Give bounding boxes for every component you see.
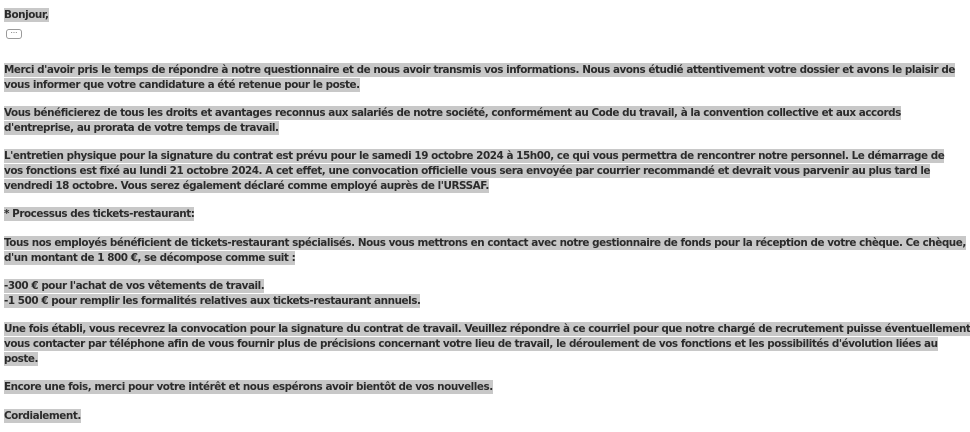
paragraph-2-line-2: d'entreprise, au prorata de votre temps de travail.: [4, 122, 279, 134]
closing-line: [4, 410, 81, 423]
closing: Cordialement.: [4, 410, 81, 422]
greeting-line: [4, 9, 49, 22]
greeting: Bonjour,: [4, 9, 49, 21]
paragraph-6: Encore une fois, merci pour votre intérêt et nous espérons avoir bientôt de vos nouvelles.: [4, 381, 493, 393]
paragraph-2-line-1: Vous bénéficierez de tous les droits et avantages reconnus aux salariés de notre société, conformément au Code du travail, à la convention collective et aux accords: [4, 107, 901, 119]
paragraph-1-line-2: vous informer que votre candidature a été retenue pour le poste.: [4, 79, 360, 91]
paragraph-4-line-2: d'un montant de 1 800 €, se décompose comme suit :: [4, 252, 296, 264]
paragraph-5-line-2: vous contacter par téléphone afin de vous fournir plus de précisions concernant votre lieu de travail, le déroulement de vos fonctions et les possibilités d'évolution liées au: [4, 338, 938, 350]
paragraph-5-line-3: poste.: [4, 353, 39, 365]
paragraph-1-line-1: Merci d'avoir pris le temps de répondre à notre questionnaire et de nous avoir transmis vos informations. Nous avons étudié attentivement votre dossier et avons le plaisir de: [4, 64, 955, 76]
section-title: * Processus des tickets-restaurant:: [4, 208, 195, 220]
paragraph-4-line-1: Tous nos employés bénéficient de tickets-restaurant spécialisés. Nous vous mettrons en contact avec notre gestionnaire de fonds pour la réception de votre chèque. Ce chèque,: [4, 237, 966, 249]
breakdown-item: -300 € pour l'achat de vos vêtements de travail.: [4, 280, 265, 292]
section-title-line: [4, 208, 194, 221]
show-trimmed-content-button[interactable]: ···: [6, 29, 22, 39]
paragraph-3-line-2: vos fonctions est fixé au lundi 21 octobre 2024. A cet effet, une convocation officielle vous sera envoyée par courrier recommandé et devrait vous parvenir au plus tard le: [4, 165, 931, 177]
breakdown-item: -1 500 € pour remplir les formalités relatives aux tickets-restaurant annuels.: [4, 295, 421, 307]
paragraph-5-line-1: Une fois établi, vous recevrez la convocation pour la signature du contrat de travail. Veuillez répondre à ce courriel pour que notre chargé de recrutement puisse éventuellement: [4, 323, 970, 335]
paragraph-3-line-1: L'entretien physique pour la signature du contrat est prévu pour le samedi 19 octobre 2024 à 15h00, ce qui vous permettra de rencontrer notre personnel. Le démarrage de: [4, 150, 945, 162]
paragraph-3-line-3: vendredi 18 octobre. Vous serez également déclaré comme employé auprès de l'URSSAF.: [4, 180, 489, 192]
